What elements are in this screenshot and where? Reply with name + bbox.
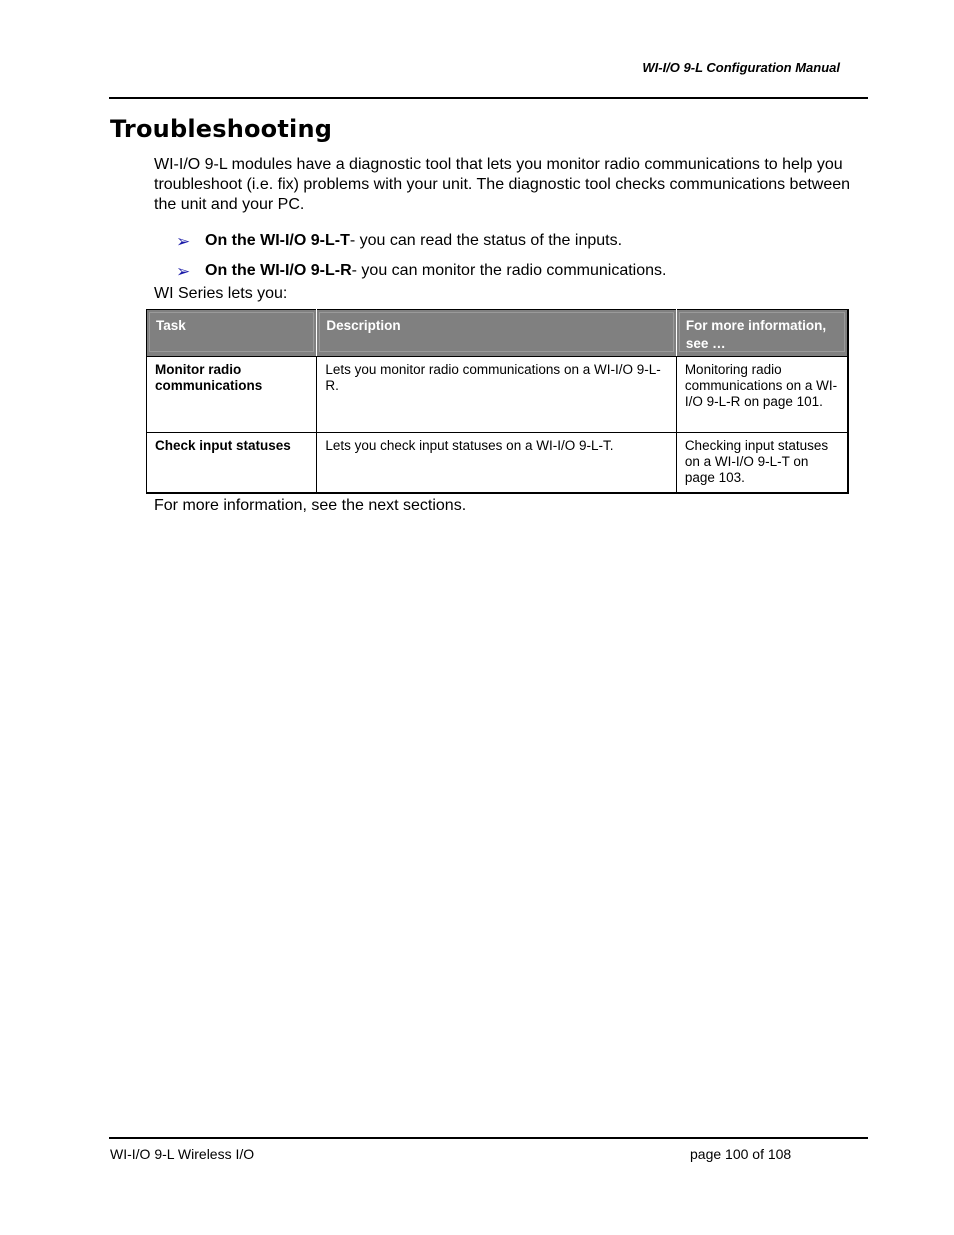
bullet-text: - you can monitor the radio communications.: [351, 262, 667, 279]
task-cell: Monitor radio communications: [147, 357, 317, 433]
arrowhead-right-icon: ➢: [176, 231, 191, 251]
bullet-item: [176, 256, 666, 286]
bullet-list: [176, 226, 666, 286]
table-header-row: [147, 310, 849, 357]
more-info-cell: Monitoring radio communications on a WI-I/O 9-L-R on page 101.: [676, 357, 848, 433]
table-row: [147, 433, 849, 494]
arrowhead-right-icon: ➢: [176, 261, 191, 281]
bullet-item: [176, 226, 666, 256]
column-header-task: Task: [147, 310, 317, 357]
running-header-title: WI-I/O 9-L Configuration Manual: [642, 60, 840, 75]
outro-paragraph: For more information, see the next sections.: [154, 497, 467, 514]
section-title: Troubleshooting: [110, 115, 333, 143]
header-rule: [109, 97, 868, 99]
footer-product-name: WI-I/O 9-L Wireless I/O: [110, 1146, 255, 1162]
column-header-more-info: For more information, see …: [676, 310, 848, 357]
footer-page-number: page 100 of 108: [690, 1146, 792, 1162]
bullet-text: - you can read the status of the inputs.: [349, 232, 623, 249]
task-cell: Check input statuses: [147, 433, 317, 494]
tasks-table: [146, 309, 849, 494]
more-info-cell: Checking input statuses on a WI-I/O 9-L-T on page 103.: [676, 433, 848, 494]
footer-rule: [109, 1137, 868, 1139]
description-cell: Lets you monitor radio communications on a WI-I/O 9-L-R.: [317, 357, 676, 433]
description-cell: Lets you check input statuses on a WI-I/O 9-L-T.: [317, 433, 676, 494]
bullet-strong-text: On the WI-I/O 9-L-R: [205, 262, 352, 279]
column-header-description: Description: [317, 310, 676, 357]
series-lead-in: WI Series lets you:: [154, 285, 288, 302]
bullet-strong-text: On the WI-I/O 9-L-T: [205, 232, 350, 249]
intro-paragraph: WI-I/O 9-L modules have a diagnostic tool that lets you monitor radio communications to help you troubleshoot (i.e. fix) problems with your unit. The diagnostic tool checks communications between the unit and your PC.: [154, 156, 851, 213]
table-row: [147, 357, 849, 433]
